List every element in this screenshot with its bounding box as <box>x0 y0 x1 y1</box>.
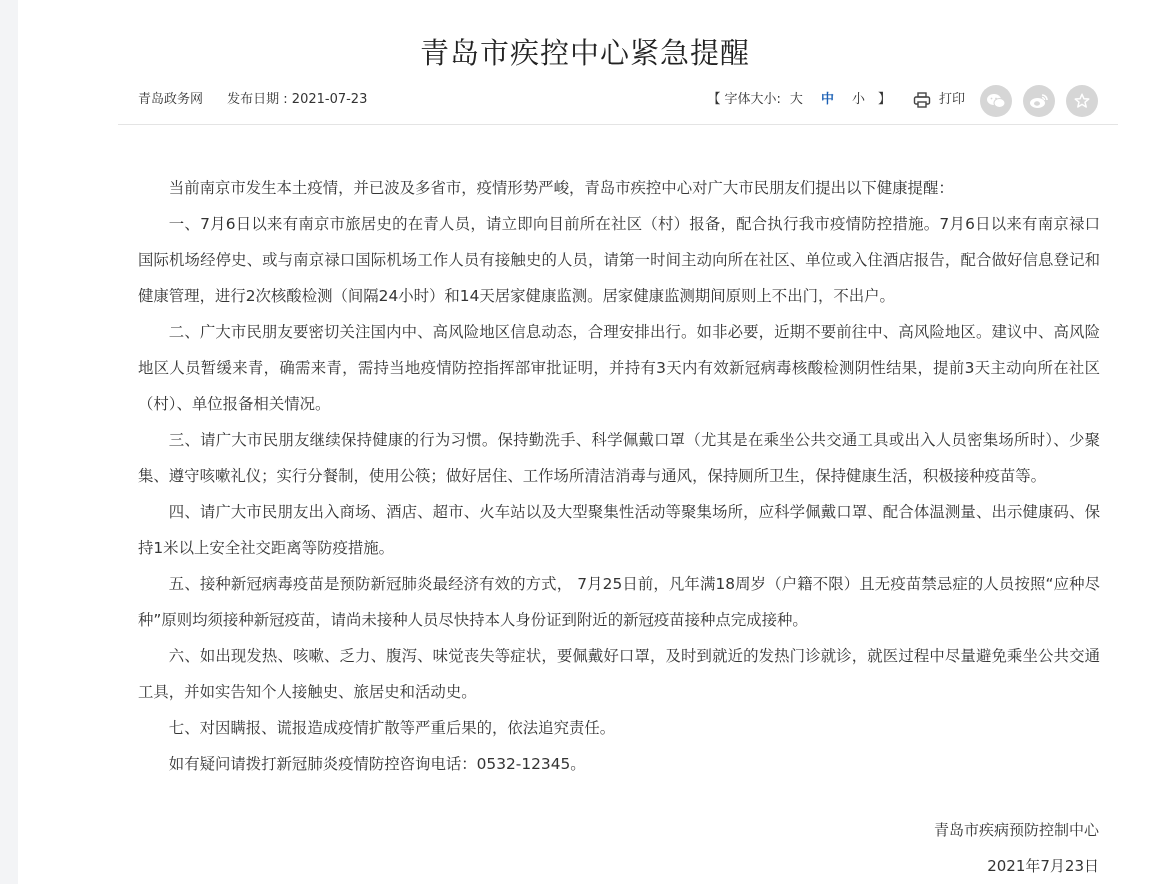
favorite-star-icon <box>1073 92 1091 110</box>
share-wechat-button[interactable] <box>980 85 1012 117</box>
paragraph-item-3: 三、请广大市民朋友继续保持健康的行为习惯。保持勤洗手、科学佩戴口罩（尤其是在乘坐公共交通工具或出入人员密集场所时）、少聚集、遵守咳嗽礼仪；实行分餐制，使用公筷；做好居住、工作场所清洁消毒与通风，保持厕所卫生，保持健康生活，积极接种疫苗等。 <box>138 431 1100 485</box>
paragraph-hotline: 如有疑问请拨打新冠肺炎疫情防控咨询电话：0532-12345。 <box>168 755 586 773</box>
print-button[interactable] <box>913 91 965 109</box>
header-divider <box>118 124 1118 125</box>
paragraph-item-2: 二、广大市民朋友要密切关注国内中、高风险地区信息动态，合理安排出行。如非必要，近期不要前往中、高风险地区。建议中、高风险地区人员暂缓来青，确需来青，需持当地疫情防控指挥部审批证明，并持有3天内有效新冠病毒核酸检测阴性结果，提前3天主动向所在社区（村）、单位报备相关情况。 <box>138 323 1100 413</box>
paragraph-item-4: 四、请广大市民朋友出入商场、酒店、超市、火车站以及大型聚集性活动等聚集场所，应科学佩戴口罩、配合体温测量、出示健康码、保持1米以上安全社交距离等防疫措施。 <box>138 503 1100 557</box>
wechat-icon <box>986 93 1006 109</box>
paragraph-intro: 当前南京市发生本土疫情，并已波及多省市，疫情形势严峻，青岛市疾控中心对广大市民朋友们提出以下健康提醒： <box>168 179 954 197</box>
paragraph-item-6: 六、如出现发热、咳嗽、乏力、腹泻、味觉丧失等症状，要佩戴好口罩，及时到就近的发热门诊就诊，就医过程中尽量避免乘坐公共交通工具，并如实告知个人接触史、旅居史和活动史。 <box>138 647 1100 701</box>
signature-date: 2021年7月23日 <box>987 857 1099 875</box>
paragraph-item-7: 七、对因瞒报、谎报造成疫情扩散等严重后果的，依法追究责任。 <box>168 719 616 737</box>
favorite-button[interactable] <box>1066 85 1098 117</box>
article-source: 青岛政务网 <box>138 92 204 107</box>
print-label: 打印 <box>938 92 965 107</box>
font-size-medium[interactable]: 中 <box>820 92 834 107</box>
font-size-large[interactable]: 大 <box>789 92 803 107</box>
font-size-small[interactable]: 小 <box>851 92 865 107</box>
article-meta <box>138 91 387 109</box>
left-edge-bar <box>0 0 18 884</box>
printer-icon <box>913 92 931 108</box>
weibo-icon <box>1029 93 1049 109</box>
article-title: 青岛市疾控中心紧急提醒 <box>419 36 750 70</box>
bracket-open: 【 <box>707 92 721 107</box>
publish-date: 发布日期 : 2021-07-23 <box>227 92 368 107</box>
font-size-label: 字体大小: <box>724 92 781 107</box>
article-tools <box>704 91 965 109</box>
paragraph-item-1: 一、7月6日以来有南京市旅居史的在青人员，请立即向目前所在社区（村）报备，配合执行我市疫情防控措施。7月6日以来有南京禄口国际机场经停史、或与南京禄口国际机场工作人员有接触史的人员，请第一时间主动向所在社区、单位或入住酒店报告，配合做好信息登记和健康管理，进行2次核酸检测（间隔24小时）和14天居家健康监测。居家健康监测期间原则上不出门，不出户。 <box>138 215 1100 305</box>
article-body <box>138 170 1100 782</box>
share-weibo-button[interactable] <box>1023 85 1055 117</box>
bracket-close: 】 <box>877 92 891 107</box>
paragraph-item-5: 五、接种新冠病毒疫苗是预防新冠肺炎最经济有效的方式， 7月25日前，凡年满18周岁（户籍不限）且无疫苗禁忌症的人员按照“应种尽种”原则均须接种新冠疫苗，请尚未接种人员尽快持本人身份证到附近的新冠疫苗接种点完成接种。 <box>138 575 1100 629</box>
signature-org: 青岛市疾病预防控制中心 <box>933 821 1099 839</box>
